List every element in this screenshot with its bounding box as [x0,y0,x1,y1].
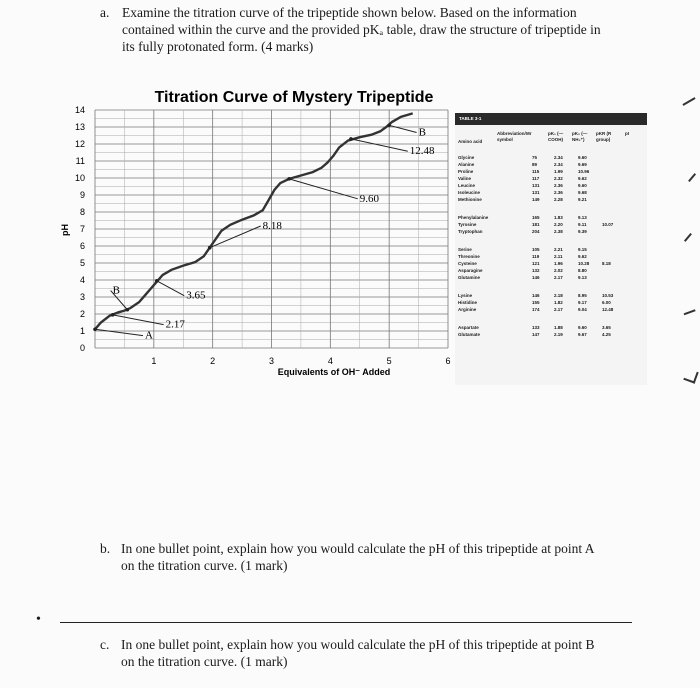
pka-cell: 165 [532,215,540,220]
x-tick-label: 5 [386,356,392,366]
pka-cell: 10.28 [578,261,590,266]
pka-cell: 204 [532,229,540,234]
pka-cell: 9.13 [578,215,587,220]
edge-mark-2 [682,168,696,182]
annotation-arrowhead [208,246,212,250]
pka-cell: 6.00 [602,300,611,305]
question-c-marker: c. [100,637,110,652]
pka-cell: 9.04 [578,307,587,312]
question-c-line-1: In one bullet point, explain how you would calculate the pH of this tripeptide at point B [121,637,595,652]
annotation-arrowhead [126,308,130,312]
pka-cell: 146 [532,293,540,298]
pka-cell: 1.82 [554,300,563,305]
pka-cell: 105 [532,247,540,252]
pka-cell: 1.99 [554,169,563,174]
x-tick-label: 1 [151,356,157,366]
annotation-arrow [113,315,164,325]
annotation-label: 3.65 [186,289,206,302]
pka-cell: 89 [532,162,538,167]
y-tick-label: 5 [79,258,85,268]
annotation-label: 8.18 [262,220,282,232]
titration-chart [55,78,455,388]
y-tick-label: 13 [74,122,85,132]
annotation-label: A [145,329,153,342]
pka-table-body [455,155,647,385]
pka-cell: 75 [532,155,538,160]
pka-header-cell: pK₂ (—NH₃⁺) [572,131,588,142]
x-tick-label: 4 [327,356,333,366]
annotation-arrow [289,179,358,199]
edge-mark-3 [684,233,698,247]
pka-cell: 2.32 [554,176,563,181]
pka-cell: 9.62 [578,176,587,181]
pka-cell: 174 [532,307,540,312]
x-tick-labels [151,356,450,366]
y-tick-label: 8 [79,207,85,217]
pka-cell: 12.48 [602,307,614,312]
annotation-label: B [112,284,120,297]
pka-cell: 2.19 [554,332,563,337]
chart-title: Titration Curve of Mystery Tripeptide [154,89,434,106]
pka-cell: 9.60 [578,183,587,188]
pka-cell: 2.36 [554,190,563,195]
pka-header-cell: Mr [526,131,532,136]
pka-cell: Glutamate [458,332,481,337]
pka-cell: 2.18 [554,293,563,298]
pka-cell: 146 [532,275,540,280]
pka-cell: Tyrosine [458,222,477,227]
annotation-label: 2.17 [165,318,185,331]
pka-cell: 1.88 [554,325,563,330]
pka-cell: 115 [532,169,540,174]
pka-cell: 132 [532,268,540,273]
pka-cell: Arginine [458,307,477,312]
pka-cell: 121 [532,261,540,266]
pka-cell: Leucine [458,183,476,188]
pka-cell: 119 [532,254,540,259]
question-c-line-2: on the titration curve. (1 mark) [121,654,288,669]
pka-cell: 8.80 [578,268,587,273]
pka-cell: 9.13 [578,275,587,280]
pka-cell: Isoleucine [458,190,481,195]
pka-cell: 9.69 [578,162,587,167]
x-axis-label: Equivalents of OH⁻ Added [277,367,391,377]
y-tick-label: 1 [79,326,85,336]
pka-table-header [455,127,647,151]
pka-cell: 9.67 [578,332,587,337]
pka-cell: 8.18 [602,261,611,266]
pka-cell: 9.15 [578,247,587,252]
y-tick-label: 12 [74,139,85,149]
pka-cell: 9.17 [578,300,587,305]
pka-cell: 133 [532,325,540,330]
pka-cell: 147 [532,332,540,337]
pka-cell: 2.21 [554,247,563,252]
y-tick-label: 2 [79,309,85,319]
y-tick-label: 4 [79,275,85,285]
y-tick-label: 0 [79,343,85,353]
annotation-arrowhead [155,279,159,283]
question-a-line-3: its fully protonated form. (4 marks) [122,39,314,54]
pka-cell: 9.62 [578,254,587,259]
pka-cell: 9.39 [578,229,587,234]
pka-cell: 155 [532,300,540,305]
question-a-line-1: Examine the titration curve of the tripeptide shown below. Based on the information [122,5,577,20]
chart-annotations [93,124,435,342]
y-tick-label: 11 [75,156,85,166]
pka-cell: 2.34 [554,162,563,167]
pka-header-cell: pI [625,131,629,136]
pka-cell: 181 [532,222,540,227]
pka-cell: Tryptophan [458,229,483,234]
question-b-line-2: on the titration curve. (1 mark) [121,558,288,573]
page-edge-clutter [680,70,700,400]
pka-header-cell: pKR (R group) [596,131,612,142]
answer-bullet: • [36,612,41,627]
pka-cell: 10.96 [578,169,590,174]
pka-cell: 1.83 [554,215,563,220]
pka-cell: 2.02 [554,268,563,273]
pka-cell: 9.68 [578,190,587,195]
pka-cell: Serine [458,247,472,252]
pka-cell: 9.21 [578,197,587,202]
question-a-marker: a. [100,5,110,20]
pka-cell: Cysteine [458,261,477,266]
pka-cell: 10.53 [602,293,614,298]
pka-cell: Glutamine [458,275,481,280]
annotation-label: 12.48 [409,145,435,158]
pka-cell: 2.17 [554,275,563,280]
x-tick-label: 6 [445,356,451,366]
annotation-arrow [95,329,143,335]
pka-cell: 1.96 [554,261,563,266]
x-tick-label: 2 [210,356,216,366]
pka-cell: 2.38 [554,229,563,234]
pka-cell: 149 [532,197,540,202]
question-a-line-2: contained within the curve and the provided pKₐ table, draw the structure of tripeptide in [122,22,601,37]
pka-cell: Aspartate [458,325,479,330]
pka-cell: Methionine [458,197,482,202]
question-b-line-1: In one bullet point, explain how you would calculate the pH of this tripeptide at point A [121,541,595,556]
pka-cell: 10.07 [602,222,614,227]
pka-cell: 9.60 [578,325,587,330]
pka-table-title-bar [455,113,647,125]
pka-cell: Phenylalanine [458,215,489,220]
pka-cell: 2.11 [554,254,563,259]
y-tick-label: 10 [74,173,85,183]
y-tick-label: 14 [74,105,85,115]
y-tick-label: 9 [79,190,85,200]
x-tick-label: 3 [268,356,275,366]
answer-line[interactable] [60,622,632,623]
pka-cell: 2.28 [554,197,563,202]
question-b-marker: b. [100,541,111,556]
annotation-arrowhead [287,177,291,181]
edge-mark-5 [683,368,698,383]
pka-cell: 3.65 [602,325,611,330]
pka-cell: 9.11 [578,222,587,227]
pka-cell: 2.17 [554,307,563,312]
pka-cell: Threonine [458,254,480,259]
annotation-arrowhead [387,124,391,128]
y-tick-label: 3 [79,292,85,302]
pka-cell: 2.34 [554,155,563,160]
pka-cell: 4.25 [602,332,611,337]
annotation-label: B [418,126,426,139]
pka-cell: Proline [458,169,474,174]
pka-cell: 117 [532,176,540,181]
pka-table [455,113,647,385]
y-tick-label: 6 [79,241,85,251]
edge-mark-1 [682,97,699,113]
pka-cell: 9.60 [578,155,587,160]
annotation-arrowhead [111,313,115,317]
pka-table-title: TABLE 3-1 [459,116,482,121]
y-axis-label: pH [60,224,70,236]
pka-cell: 2.20 [554,222,563,227]
pka-cell: Valine [458,176,472,181]
pka-cell: Glycine [458,155,475,160]
pka-header-cell: Amino acid [458,139,483,144]
y-tick-label: 7 [79,224,85,234]
pka-cell: 8.95 [578,293,587,298]
pka-cell: 131 [532,183,540,188]
pka-cell: Histidine [458,300,478,305]
pka-cell: Lysine [458,293,473,298]
y-tick-labels [75,105,85,353]
annotation-label: 9.60 [359,192,379,205]
pka-cell: 131 [532,190,540,195]
annotation-arrow [351,139,408,151]
pka-header-cell: Abbreviation/ symbol [497,131,526,142]
annotation-arrow [389,125,416,132]
pka-header-cell: pK₁ (—COOH) [548,131,564,142]
edge-mark-4 [684,309,699,323]
pka-cell: Alanine [458,162,475,167]
annotation-arrowhead [93,328,97,332]
pka-cell: Asparagine [458,268,483,273]
annotation-arrowhead [349,137,353,141]
pka-cell: 2.36 [554,183,563,188]
